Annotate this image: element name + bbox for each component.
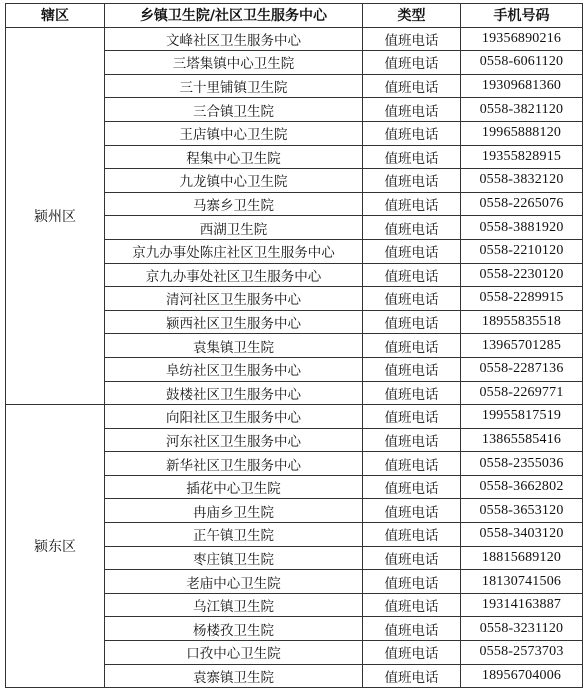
facility-name-cell: 鼓楼社区卫生服务中心 (105, 381, 363, 405)
header-phone: 手机号码 (461, 4, 583, 28)
type-cell: 值班电话 (363, 192, 461, 216)
facility-name-cell: 口孜中心卫生院 (105, 641, 363, 665)
phone-cell: 0558-2230120 (461, 263, 583, 287)
facility-name-cell: 王店镇中心卫生院 (105, 121, 363, 145)
phone-cell: 0558-3832120 (461, 169, 583, 193)
phone-cell: 13865585416 (461, 428, 583, 452)
facility-name-cell: 程集中心卫生院 (105, 145, 363, 169)
phone-cell: 0558-2287136 (461, 357, 583, 381)
type-cell: 值班电话 (363, 428, 461, 452)
phone-cell: 0558-3881920 (461, 216, 583, 240)
duty-phone-table (5, 3, 583, 688)
type-cell: 值班电话 (363, 593, 461, 617)
type-cell: 值班电话 (363, 98, 461, 122)
phone-cell: 0558-2355036 (461, 452, 583, 476)
table-row (6, 405, 583, 429)
facility-name-cell: 枣庄镇卫生院 (105, 546, 363, 570)
district-cell: 颍东区 (6, 405, 105, 688)
type-cell: 值班电话 (363, 357, 461, 381)
facility-name-cell: 正午镇卫生院 (105, 523, 363, 547)
type-cell: 值班电话 (363, 570, 461, 594)
facility-name-cell: 向阳社区卫生服务中心 (105, 405, 363, 429)
type-cell: 值班电话 (363, 51, 461, 75)
phone-cell: 0558-2289915 (461, 287, 583, 311)
district-cell: 颍州区 (6, 27, 105, 405)
table-body (6, 27, 583, 688)
type-cell: 值班电话 (363, 405, 461, 429)
facility-name-cell: 新华社区卫生服务中心 (105, 452, 363, 476)
facility-name-cell: 西湖卫生院 (105, 216, 363, 240)
phone-cell: 0558-3653120 (461, 499, 583, 523)
phone-cell: 18130741506 (461, 570, 583, 594)
facility-name-cell: 三塔集镇中心卫生院 (105, 51, 363, 75)
phone-cell: 0558-3662802 (461, 475, 583, 499)
phone-cell: 19965888120 (461, 121, 583, 145)
header-row (6, 4, 583, 28)
phone-cell: 19955817519 (461, 405, 583, 429)
type-cell: 值班电话 (363, 74, 461, 98)
header-facility: 乡镇卫生院/社区卫生服务中心 (105, 4, 363, 28)
facility-name-cell: 冉庙乡卫生院 (105, 499, 363, 523)
facility-name-cell: 乌江镇卫生院 (105, 593, 363, 617)
facility-name-cell: 杨楼孜卫生院 (105, 617, 363, 641)
type-cell: 值班电话 (363, 546, 461, 570)
facility-name-cell: 京九办事处社区卫生服务中心 (105, 263, 363, 287)
phone-cell: 18956704006 (461, 664, 583, 688)
phone-cell: 0558-6061120 (461, 51, 583, 75)
facility-name-cell: 阜纺社区卫生服务中心 (105, 357, 363, 381)
facility-name-cell: 清河社区卫生服务中心 (105, 287, 363, 311)
type-cell: 值班电话 (363, 287, 461, 311)
facility-name-cell: 河东社区卫生服务中心 (105, 428, 363, 452)
type-cell: 值班电话 (363, 310, 461, 334)
type-cell: 值班电话 (363, 169, 461, 193)
header-district: 辖区 (6, 4, 105, 28)
facility-name-cell: 老庙中心卫生院 (105, 570, 363, 594)
type-cell: 值班电话 (363, 121, 461, 145)
facility-name-cell: 颍西社区卫生服务中心 (105, 310, 363, 334)
type-cell: 值班电话 (363, 334, 461, 358)
type-cell: 值班电话 (363, 216, 461, 240)
type-cell: 值班电话 (363, 263, 461, 287)
phone-cell: 0558-3821120 (461, 98, 583, 122)
header-type: 类型 (363, 4, 461, 28)
phone-cell: 0558-3403120 (461, 523, 583, 547)
facility-name-cell: 马寨乡卫生院 (105, 192, 363, 216)
facility-name-cell: 袁集镇卫生院 (105, 334, 363, 358)
phone-cell: 18815689120 (461, 546, 583, 570)
type-cell: 值班电话 (363, 664, 461, 688)
phone-cell: 0558-3231120 (461, 617, 583, 641)
type-cell: 值班电话 (363, 145, 461, 169)
phone-cell: 0558-2265076 (461, 192, 583, 216)
facility-name-cell: 插花中心卫生院 (105, 475, 363, 499)
type-cell: 值班电话 (363, 239, 461, 263)
type-cell: 值班电话 (363, 499, 461, 523)
type-cell: 值班电话 (363, 617, 461, 641)
type-cell: 值班电话 (363, 641, 461, 665)
facility-name-cell: 九龙镇中心卫生院 (105, 169, 363, 193)
phone-cell: 0558-2210120 (461, 239, 583, 263)
facility-name-cell: 三合镇卫生院 (105, 98, 363, 122)
facility-name-cell: 京九办事处陈庄社区卫生服务中心 (105, 239, 363, 263)
phone-cell: 19314163887 (461, 593, 583, 617)
facility-name-cell: 三十里铺镇卫生院 (105, 74, 363, 98)
phone-cell: 19355828915 (461, 145, 583, 169)
table-row (6, 27, 583, 51)
phone-cell: 0558-2269771 (461, 381, 583, 405)
type-cell: 值班电话 (363, 523, 461, 547)
phone-cell: 0558-2573703 (461, 641, 583, 665)
type-cell: 值班电话 (363, 27, 461, 51)
phone-cell: 19356890216 (461, 27, 583, 51)
facility-name-cell: 袁寨镇卫生院 (105, 664, 363, 688)
phone-cell: 13965701285 (461, 334, 583, 358)
type-cell: 值班电话 (363, 452, 461, 476)
facility-name-cell: 文峰社区卫生服务中心 (105, 27, 363, 51)
phone-cell: 19309681360 (461, 74, 583, 98)
phone-cell: 18955835518 (461, 310, 583, 334)
type-cell: 值班电话 (363, 475, 461, 499)
type-cell: 值班电话 (363, 381, 461, 405)
